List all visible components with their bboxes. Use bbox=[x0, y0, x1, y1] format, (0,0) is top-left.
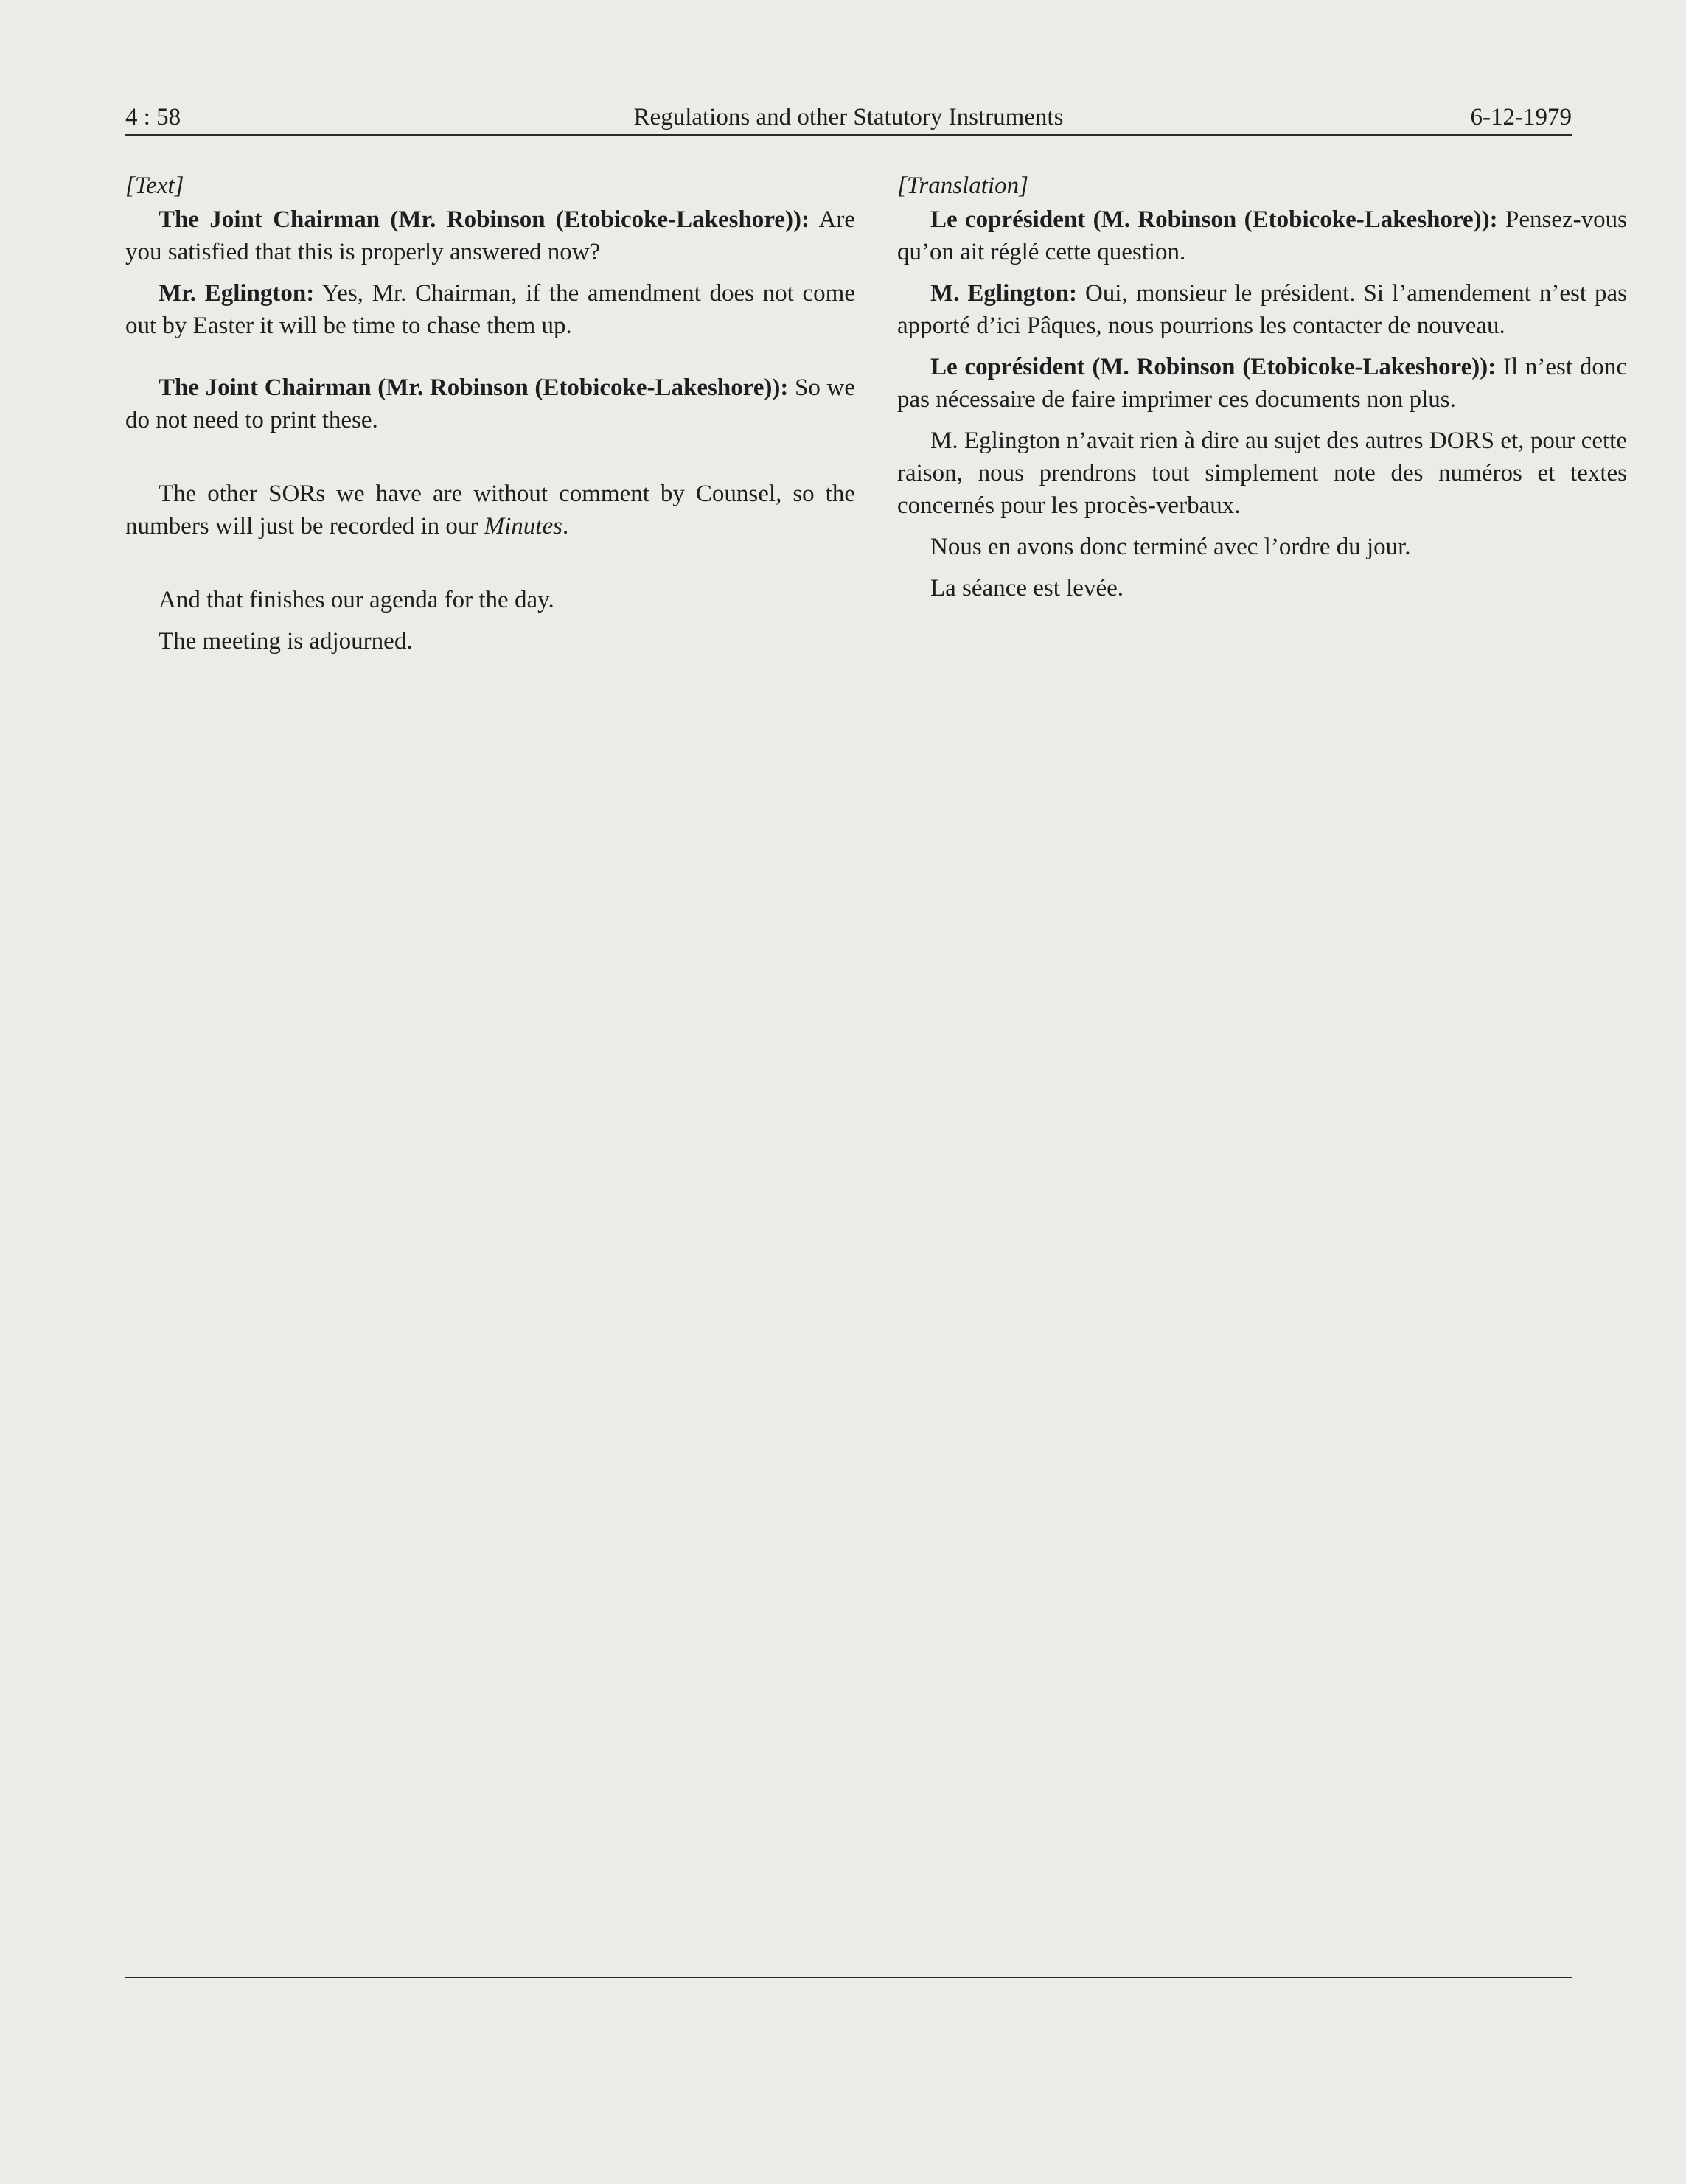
publication-title: Regulations and other Statutory Instruments bbox=[633, 104, 1064, 130]
paragraph-copresident-impression bbox=[897, 351, 1627, 416]
speech-text: M. Eglington n’avait rien à dire au sujet des autres DORS et, pour cette raison, nous prendrons tout simplement note des numéros et textes concernés pour les procès-verbaux. bbox=[897, 428, 1627, 519]
speech-text: Nous en avons donc terminé avec l’ordre du jour. bbox=[930, 534, 1411, 560]
speaker-name: Mr. Eglington: bbox=[159, 280, 315, 307]
text-label: [Text] bbox=[125, 172, 184, 199]
speech-text: Are you satisfied that this is properly answered now? bbox=[125, 206, 855, 265]
speech-text: Pensez-vous qu’on ait réglé cette question. bbox=[897, 206, 1627, 265]
speech-text: Yes, Mr. Chairman, if the amendment does not come out by Easter it will be time to chase them up. bbox=[125, 280, 855, 339]
french-column bbox=[897, 170, 1627, 604]
paragraph-eglington-reponse bbox=[897, 277, 1627, 342]
speech-text: La séance est levée. bbox=[930, 575, 1124, 601]
paragraph-ordre-du-jour bbox=[897, 531, 1627, 563]
speaker-name: The Joint Chairman (Mr. Robinson (Etobicoke-Lakeshore)): bbox=[159, 206, 809, 233]
paragraph-seance-levee bbox=[897, 572, 1627, 604]
paragraph-autres-dors bbox=[897, 425, 1627, 522]
paragraph-adjourned bbox=[125, 625, 855, 657]
speaker-name: Le coprésident (M. Robinson (Etobicoke-Lakeshore)): bbox=[930, 354, 1497, 380]
paragraph-copresident-question bbox=[897, 203, 1627, 268]
header-divider bbox=[125, 134, 1572, 136]
footer-divider bbox=[125, 1977, 1572, 1978]
translation-label: [Translation] bbox=[897, 172, 1028, 199]
speaker-name: Le coprésident (M. Robinson (Etobicoke-Lakeshore)): bbox=[930, 206, 1498, 233]
paragraph-chairman-print bbox=[125, 371, 855, 436]
speech-text: So we do not need to print these. bbox=[125, 374, 855, 433]
page-header bbox=[125, 100, 1572, 134]
page-number: 4 : 58 bbox=[125, 104, 181, 130]
emphasis-text: Minutes bbox=[484, 513, 562, 540]
english-column bbox=[125, 170, 855, 657]
speaker-name: The Joint Chairman (Mr. Robinson (Etobicoke-Lakeshore)): bbox=[159, 374, 789, 401]
page-date: 6-12-1979 bbox=[1470, 104, 1572, 130]
speech-text: The meeting is adjourned. bbox=[159, 628, 413, 655]
paragraph-chairman-question bbox=[125, 203, 855, 268]
speech-text: Il n’est donc pas nécessaire de faire imprimer ces documents non plus. bbox=[897, 354, 1627, 413]
speech-text: And that finishes our agenda for the day. bbox=[159, 587, 554, 613]
speech-text: The other SORs we have are without comment by Counsel, so the numbers will just be recorded in our bbox=[125, 481, 855, 540]
speech-text: Oui, monsieur le président. Si l’amendement n’est pas apporté d’ici Pâques, nous pourrions les contacter de nouveau. bbox=[897, 280, 1627, 339]
paragraph-other-sors: The other SORs we have are without comment by Counsel, so the numbers will just be recorded in our Minutes. bbox=[125, 481, 855, 540]
paragraph-agenda-finished bbox=[125, 584, 855, 616]
paragraph-eglington-reply bbox=[125, 277, 855, 342]
speaker-name: M. Eglington: bbox=[930, 280, 1077, 307]
